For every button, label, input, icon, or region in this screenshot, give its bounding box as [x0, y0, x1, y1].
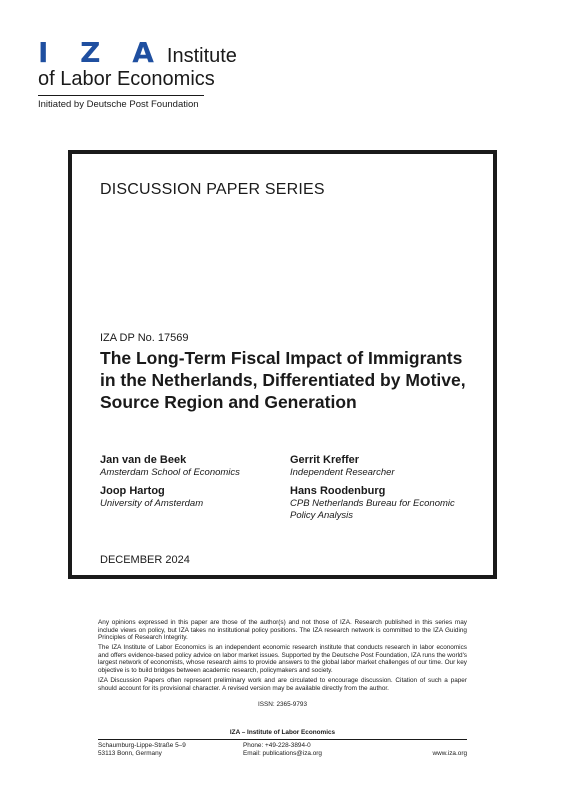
footer-title: IZA – Institute of Labor Economics: [229, 729, 336, 736]
author-affiliation: University of Amsterdam: [100, 498, 204, 509]
notice-paragraph: IZA Discussion Papers often represent preliminary work and are circulated to encourage discussion. Citation of such a paper should account for its provisional character. A revised version may be available directly from the author.: [98, 677, 467, 692]
logo-line-1: [38, 38, 238, 68]
author-name: Jan van de Beek: [100, 454, 187, 466]
logo-tagline: Initiated by Deutsche Post Foundation: [38, 99, 199, 110]
author-entry: [100, 485, 280, 510]
author-affiliation: Independent Researcher: [290, 467, 395, 478]
cover-frame: [68, 150, 497, 579]
disclaimer-notice: [98, 619, 467, 695]
series-title: DISCUSSION PAPER SERIES: [100, 181, 325, 198]
address-line: Schaumburg-Lippe-Straße 5–9: [98, 742, 186, 749]
logo-institute-word: Institute: [166, 45, 237, 67]
footer-email-link[interactable]: Email: publications@iza.org: [243, 749, 322, 757]
logo-divider: [38, 95, 204, 96]
footer-website-link[interactable]: www.iza.org: [432, 750, 467, 757]
paper-title: The Long-Term Fiscal Impact of Immigrants in the Netherlands, Differentiated by Motive, Source Region and Generation: [100, 348, 466, 412]
author-name: Joop Hartog: [100, 485, 165, 497]
publication-date: DECEMBER 2024: [100, 554, 190, 566]
author-affiliation: CPB Netherlands Bureau for Economic Policy Analysis: [290, 498, 455, 521]
footer-phone-email: [243, 742, 322, 758]
author-entry: [100, 454, 280, 479]
author-entry: [290, 485, 470, 522]
author-name: Hans Roodenburg: [290, 485, 386, 497]
logo-letters: I Z A: [38, 36, 165, 69]
author-entry: [290, 454, 470, 479]
author-affiliation: Amsterdam School of Economics: [100, 467, 240, 478]
footer-address: [98, 742, 186, 758]
footer-divider: [98, 739, 467, 740]
author-name: Gerrit Kreffer: [290, 454, 360, 466]
iza-logo: [38, 38, 238, 110]
dp-number: IZA DP No. 17569: [100, 332, 189, 344]
address-line: 53113 Bonn, Germany: [98, 749, 162, 757]
notice-paragraph: The IZA Institute of Labor Economics is an independent economic research institute that conducts research in labor economics and offers evidence-based policy advice on labor market issues. Supported by the Deutsche Post Foundation, IZA runs the world's largest network of economists, whose research aims to provide answers to the global labor market challenges of our time. Our key objective is to build bridges between academic research, policymakers and society.: [98, 644, 467, 675]
notice-paragraph: Any opinions expressed in this paper are those of the author(s) and not those of IZA. Research published in this series may include views on policy, but IZA takes no institutional policy positions. The IZA research network is committed to the IZA Guiding Principles of Research Integrity.: [98, 619, 467, 642]
logo-line-2: of Labor Economics: [38, 68, 215, 90]
footer-phone: Phone: +49-228-3894-0: [243, 742, 311, 749]
issn: ISSN: 2365-9793: [257, 701, 308, 708]
